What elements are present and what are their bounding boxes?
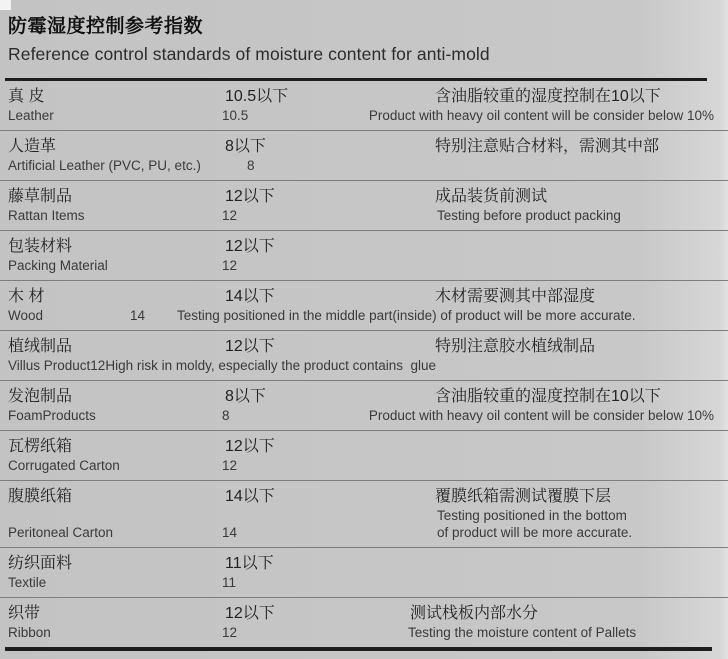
- remark-cn: 含油脂较重的湿度控制在10以下: [435, 388, 661, 405]
- limit-value-cn: 12以下: [225, 338, 275, 355]
- scan-corner-artifact: [0, 0, 11, 10]
- limit-value-cn: 10.5以下: [225, 88, 289, 105]
- row-line-chinese: [8, 436, 720, 457]
- material-name-en: Leather: [8, 108, 54, 123]
- material-name-cn: 植绒制品: [8, 338, 73, 355]
- limit-value-en: 11: [222, 575, 237, 590]
- row-line-english: [8, 257, 720, 274]
- limit-value-cn: 12以下: [225, 238, 275, 255]
- limit-value-en: 10.5: [222, 108, 249, 123]
- material-name-cn: 藤草制品: [8, 188, 73, 205]
- page-title-chinese: 防霉湿度控制参考指数: [8, 16, 204, 37]
- row-line-chinese: [8, 486, 720, 507]
- table-row: [0, 481, 728, 548]
- limit-value-cn: 12以下: [225, 438, 275, 455]
- row-line-english: [8, 107, 720, 124]
- limit-value-cn: 14以下: [225, 488, 275, 505]
- table-row: [0, 131, 728, 181]
- row-line-english: [8, 407, 720, 424]
- limit-value-cn: 8以下: [225, 138, 266, 155]
- remark-cn: 木材需要测其中部湿度: [435, 288, 596, 305]
- remark-en-line2: of product will be more accurate.: [437, 525, 633, 540]
- material-name-en: Packing Material: [8, 258, 108, 273]
- limit-value-en: 12: [90, 358, 106, 373]
- limit-value-en: 12: [222, 258, 238, 273]
- material-name-cn: 真 皮: [8, 88, 45, 105]
- remark-cn: 测试栈板内部水分: [410, 605, 539, 622]
- remark-cn: 覆膜纸箱需测试覆膜下层: [435, 488, 612, 505]
- remark-en-line1: Testing positioned in the bottom: [437, 508, 627, 523]
- row-line-chinese: [8, 336, 720, 357]
- row-line-english: [8, 574, 720, 591]
- material-name-cn: 包装材料: [8, 238, 73, 255]
- row-line-english: [8, 157, 720, 174]
- table-row: [0, 81, 728, 131]
- row-line-chinese: [8, 236, 720, 257]
- table-row: [0, 548, 728, 598]
- row-line-chinese: [8, 386, 720, 407]
- remark-cn: 特别注意胶水植绒制品: [435, 338, 596, 355]
- material-name-cn: 人造革: [8, 138, 57, 155]
- limit-value-cn: 14以下: [225, 288, 275, 305]
- remark-en: Testing the moisture content of Pallets: [408, 625, 637, 640]
- material-name-en: Rattan Items: [8, 208, 85, 223]
- limit-value-en: 14: [130, 308, 146, 323]
- table-row: [0, 598, 728, 647]
- material-name-en: Peritoneal Carton: [8, 525, 114, 540]
- remark-en: High risk in moldy, especially the product contains glue: [105, 358, 436, 373]
- limit-value-en: 8: [222, 408, 230, 423]
- remark-en: Product with heavy oil content will be consider below 10%: [368, 408, 714, 423]
- row-line-chinese: [8, 86, 720, 107]
- material-name-en: FoamProducts: [8, 408, 96, 423]
- row-line-chinese: [8, 553, 720, 574]
- material-name-en: Corrugated Carton: [8, 458, 120, 473]
- limit-value-cn: 12以下: [225, 605, 275, 622]
- material-name-en: Wood: [8, 308, 44, 323]
- material-name-cn: 木 材: [8, 288, 45, 305]
- limit-value-en: 12: [222, 208, 238, 223]
- moisture-standards-table: [0, 81, 728, 647]
- material-name-en: Textile: [8, 575, 47, 590]
- table-row: [0, 181, 728, 231]
- table-row: [0, 231, 728, 281]
- row-line-chinese: [8, 286, 720, 307]
- material-name-cn: 腹膜纸箱: [8, 488, 73, 505]
- remark-cn: 成品装货前测试: [435, 188, 548, 205]
- remark-en: Product with heavy oil content will be consider below 10%: [368, 108, 714, 123]
- row-line-english: [8, 524, 720, 541]
- material-name-en: Villus Product: [8, 358, 91, 373]
- row-line-english: [8, 357, 720, 374]
- row-line-english: [8, 624, 720, 641]
- row-line-chinese: [8, 186, 720, 207]
- limit-value-en: 14: [222, 525, 238, 540]
- row-line-chinese: [8, 603, 720, 624]
- row-line-english: [8, 207, 720, 224]
- limit-value-en: 12: [222, 458, 238, 473]
- row-line-chinese: [8, 136, 720, 157]
- table-row: [0, 281, 728, 331]
- row-line-english: [8, 457, 720, 474]
- remark-en: Testing positioned in the middle part(inside) of product will be more accurate.: [177, 308, 636, 323]
- table-row: [0, 381, 728, 431]
- limit-value-en: 8: [247, 158, 255, 173]
- material-name-cn: 瓦楞纸箱: [8, 438, 73, 455]
- remark-cn: 含油脂较重的湿度控制在10以下: [435, 88, 661, 105]
- footer-rule: [5, 647, 712, 651]
- material-name-en: Artificial Leather (PVC, PU, etc.): [8, 158, 201, 173]
- row-line-english: [8, 307, 720, 324]
- page-title-english: Reference control standards of moisture content for anti-mold: [8, 44, 490, 64]
- material-name-cn: 织带: [8, 605, 41, 622]
- limit-value-cn: 8以下: [225, 388, 266, 405]
- remark-cn: 特别注意贴合材料，需测其中部: [435, 138, 660, 155]
- material-name-cn: 发泡制品: [8, 388, 73, 405]
- material-name-en: Ribbon: [8, 625, 51, 640]
- document-header: [0, 0, 728, 66]
- limit-value-cn: 12以下: [225, 188, 275, 205]
- material-name-cn: 纺织面料: [8, 555, 73, 572]
- table-row: [0, 331, 728, 381]
- remark-en: Testing before product packing: [437, 208, 621, 223]
- limit-value-cn: 11以下: [225, 555, 274, 572]
- row-line-english-remark: [8, 507, 720, 524]
- limit-value-en: 12: [222, 625, 238, 640]
- table-row: [0, 431, 728, 481]
